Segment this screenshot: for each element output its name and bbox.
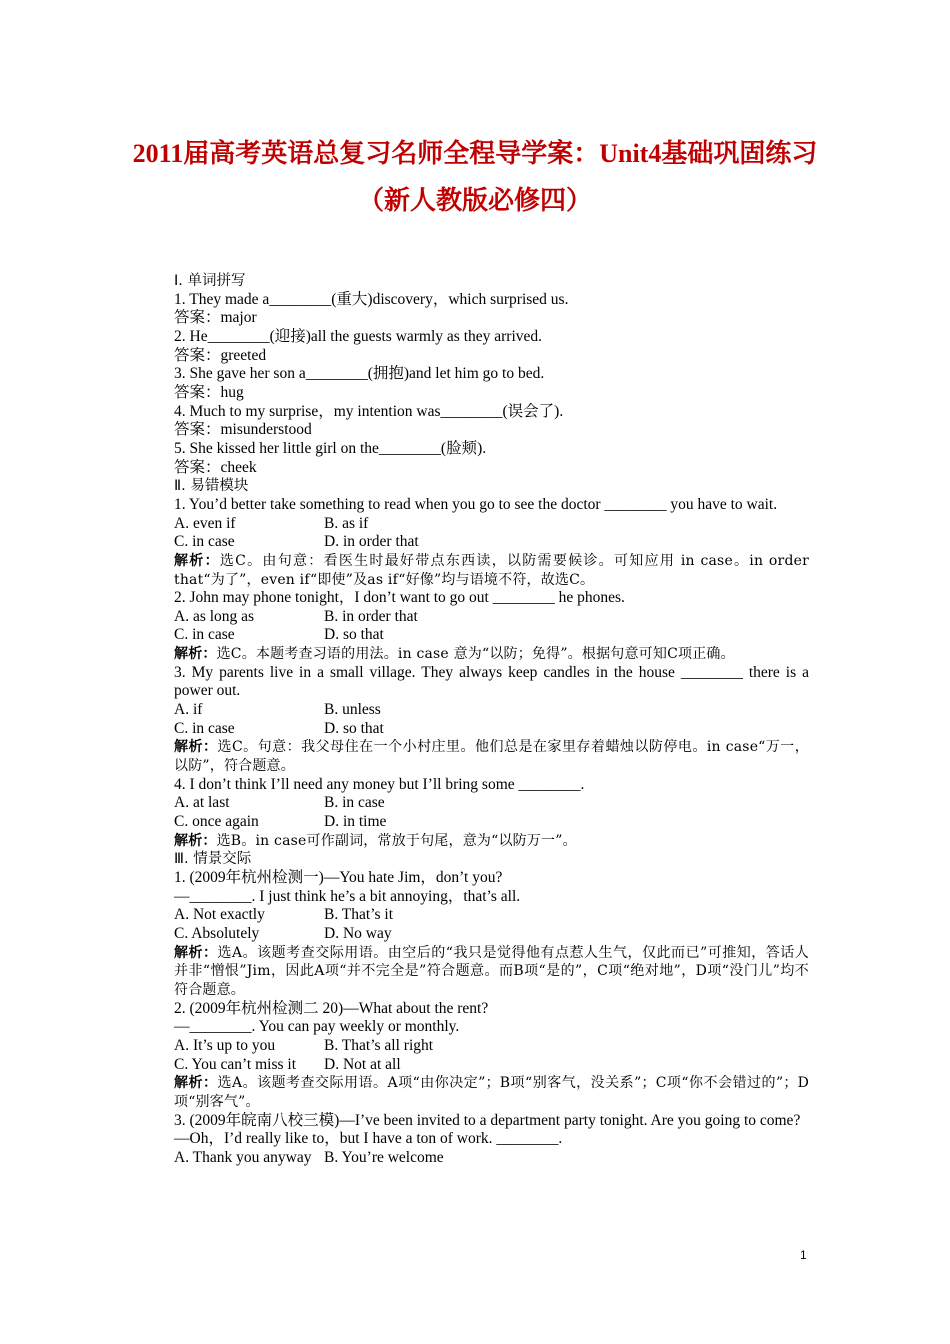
answer-options-row [141, 608, 809, 627]
explanation-text: 选C。本题考查习语的用法。in case 意为“以防；免得”。根据句意可知C项正确。 [216, 646, 735, 663]
explanation-line [141, 738, 809, 775]
document-body [141, 272, 809, 1168]
answer-option: B. in order that [324, 607, 418, 625]
document-title: 2011届高考英语总复习名师全程导学案：Unit4基础巩固练习（新人教版必修四） [132, 139, 818, 215]
answer-option: D. in order that [324, 533, 419, 551]
explanation-line [141, 832, 809, 851]
answer-option: B. That’s all right [324, 1036, 434, 1054]
explanation-label: 解析： [174, 552, 220, 569]
answer-option: D. so that [324, 626, 384, 644]
text-line: 2. (2009年杭州检测二 20)—What about the rent? [174, 999, 489, 1017]
section-heading: Ⅰ. 单词拼写 [174, 273, 246, 289]
answer-options-row [141, 906, 809, 925]
explanation-text: 选C。由句意：看医生时最好带点东西读，以防需要候诊。可知应用 in case。in order that“为了”，even if“即使”及as if“好像”均与语境不符，故选C。 [174, 552, 809, 588]
explanation-line [141, 645, 809, 664]
text-line: 答案：cheek [174, 458, 257, 476]
answer-option: C. You can’t miss it [174, 1055, 297, 1073]
explanation-text: 选A。该题考查交际用语。A项“由你决定”；B项“别客气，没关系”；C项“你不会错过的”；D项“别客气”。 [174, 1075, 809, 1110]
explanation-label: 解析： [174, 832, 217, 849]
explanation-label: 解析： [174, 944, 218, 961]
text-line: —Oh，I’d really like to，but I have a ton of work. ________. [174, 1130, 563, 1148]
explanation-line [141, 1074, 809, 1111]
answer-options-row [141, 533, 809, 552]
text-line: 2. He________(迎接)all the guests warmly as they arrived. [174, 327, 543, 345]
explanation-label: 解析： [174, 1075, 218, 1092]
answer-option: D. No way [324, 924, 392, 942]
text-line: 2. John may phone tonight，I don’t want to go out ________ he phones. [174, 589, 625, 607]
section-heading: Ⅲ. 情景交际 [174, 851, 252, 868]
text-line: 1. They made a________(重大)discovery，which surprised us. [174, 290, 569, 308]
text-line: 1. (2009年杭州检测一)—You hate Jim，don’t you? [174, 869, 503, 886]
text-line: 答案：hug [174, 383, 244, 401]
answer-option: C. in case [174, 719, 235, 737]
answer-option: D. Not at all [324, 1055, 401, 1073]
explanation-label: 解析： [174, 646, 217, 663]
answer-options-row [141, 794, 809, 813]
text-line: 4. I don’t think I’ll need any money but I’ll bring some ________. [174, 775, 585, 793]
answer-option: B. in case [324, 794, 385, 812]
answer-option: D. so that [324, 719, 384, 737]
text-line: 4. Much to my surprise，my intention was________(误会了). [174, 402, 564, 420]
answer-option: B. unless [324, 701, 381, 719]
answer-options-row [141, 813, 809, 832]
answer-option: B. as if [324, 514, 369, 532]
explanation-label: 解析： [174, 739, 218, 756]
text-line: 1. You’d better take something to read when you go to see the doctor ________ you have to wait. [174, 495, 778, 513]
answer-option: C. in case [174, 533, 235, 551]
answer-options-row [141, 515, 809, 534]
answer-options-row [141, 626, 809, 645]
text-line: 答案：misunderstood [174, 421, 312, 439]
explanation-line [141, 552, 809, 589]
answer-option: A. at last [174, 794, 230, 812]
text-line: 3. (2009年皖南八校三模)—I’ve been invited to a department party tonight. Are you going to come? [174, 1111, 801, 1129]
answer-options-row [141, 1037, 809, 1056]
text-line: 5. She kissed her little girl on the________(脸颊). [174, 439, 487, 457]
answer-options-row [141, 701, 809, 720]
text-line: 答案：greeted [174, 346, 267, 364]
explanation-text: 选B。in case可作副词，常放于句尾，意为“以防万一”。 [216, 832, 577, 849]
answer-option: A. even if [174, 514, 236, 532]
explanation-line [141, 944, 809, 1000]
section-heading: Ⅱ. 易错模块 [174, 478, 249, 495]
answer-options-row [141, 720, 809, 739]
answer-option: A. as long as [174, 607, 255, 625]
answer-option: A. if [174, 701, 203, 719]
text-line: 3. My parents live in a small village. They always keep candles in the house ________ there is a power out. [174, 663, 809, 700]
text-line: 3. She gave her son a________(拥抱)and let him go to bed. [174, 365, 545, 383]
answer-option: C. Absolutely [174, 924, 260, 942]
explanation-text: 选A。该题考查交际用语。由空后的“我只是觉得他有点惹人生气，仅此而已”可推知，答话人并非“憎恨”Jim，因此A项“并不完全是”符合题意。而B项“是的”，C项“绝对地”，D项“没门儿”均不符合题意。 [174, 944, 809, 998]
answer-option: A. Not exactly [174, 906, 265, 924]
page-number: 1 [800, 1248, 807, 1262]
answer-option: A. It’s up to you [174, 1036, 276, 1054]
answer-option: A. Thank you anyway [174, 1148, 312, 1166]
answer-option: B. You’re welcome [324, 1148, 444, 1166]
answer-option: D. in time [324, 813, 387, 831]
explanation-text: 选C。句意：我父母住在一个小村庄里。他们总是在家里存着蜡烛以防停电。in case“万一，以防”，符合题意。 [174, 739, 810, 775]
answer-option: C. in case [174, 626, 235, 644]
text-line: —________. You can pay weekly or monthly. [174, 1018, 460, 1036]
answer-options-row [141, 1149, 809, 1168]
answer-option: B. That’s it [324, 906, 394, 924]
answer-options-row [141, 925, 809, 944]
answer-option: C. once again [174, 813, 259, 831]
text-line: —________. I just think he’s a bit annoying，that’s all. [174, 887, 521, 905]
text-line: 答案：major [174, 309, 257, 327]
answer-options-row [141, 1056, 809, 1075]
